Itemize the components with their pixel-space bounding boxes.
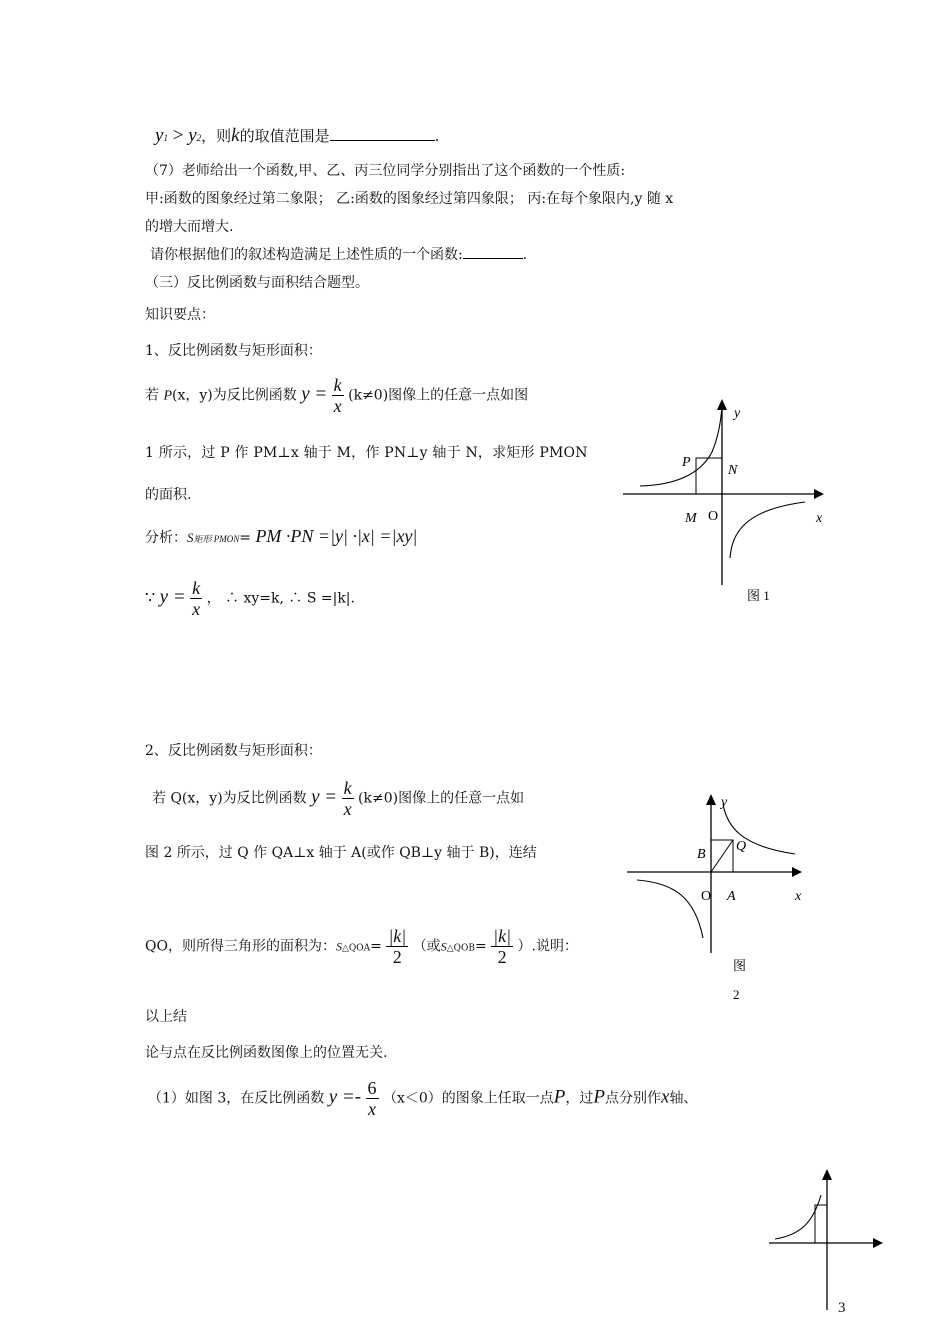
- svg-text:x: x: [795, 889, 802, 904]
- k-over-x-fraction: $\frac{k}{x}$: [333, 375, 342, 416]
- range-question-line: y1 > y2，则k的取值范围是 .: [155, 125, 440, 146]
- figure-1-caption: 图 1: [747, 588, 770, 603]
- y1-symbol: y: [155, 125, 164, 146]
- part1-line2: 1 所示，过 P 作 PM⊥x 轴于 M，作 PN⊥y 轴于 N，求矩形 PMON: [145, 445, 588, 461]
- part2-line2: 图 2 所示，过 Q 作 QA⊥x 轴于 A(或作 QB⊥y 轴于 B)，连结: [145, 845, 537, 861]
- svg-text:y: y: [734, 406, 741, 421]
- svg-text:N: N: [728, 463, 738, 478]
- page-number: 3: [838, 1300, 846, 1316]
- svg-text:B: B: [697, 847, 706, 862]
- section-three-title: （三）反比例函数与面积结合题型。: [145, 275, 369, 291]
- abs-k-over-2-fraction-b: $\frac{|k|}{2}$: [493, 926, 512, 967]
- six-over-x-fraction: $\frac{6}{x}$: [367, 1078, 377, 1119]
- svg-text:O: O: [708, 509, 719, 524]
- x-axis-arrow-icon: [792, 867, 802, 877]
- svg-text:y: y: [721, 795, 728, 810]
- q7-line4: 请你根据他们的叙述构造满足上述性质的一个函数: .: [150, 247, 528, 263]
- answer-blank[interactable]: [330, 140, 435, 141]
- function-answer-blank[interactable]: [463, 258, 523, 259]
- part2-line4: 以上结: [145, 1009, 187, 1025]
- y2-symbol: y: [188, 125, 197, 146]
- q7-line1: （7）老师给出一个函数,甲、乙、丙三位同学分别指出了这个函数的一个性质:: [145, 163, 626, 179]
- part2-line3: QO，则所得三角形的面积为：S△QOA= $\frac{|k|}{2}$ （或S△QOB= $\frac{|k|}{2}$ ）.说明：: [145, 926, 578, 967]
- figure-3: [765, 1165, 895, 1315]
- part1-line3: 的面积.: [145, 487, 192, 503]
- part2-line1: 若 Q(x，y)为反比例函数 y = $\frac{k}{x}$ (k≠0)图像上的任意一点如: [152, 778, 525, 819]
- hyperbola-branch-upper: [723, 804, 795, 854]
- analysis-line: 分析：S矩形 PMON= PM ·PN =|y| ·|x| =|xy|: [145, 526, 418, 546]
- svg-text:A: A: [727, 889, 736, 904]
- knowledge-points-label: 知识要点：: [145, 307, 215, 323]
- part1-heading: 1、反比例函数与矩形面积：: [145, 343, 322, 359]
- abs-k-over-2-fraction: $\frac{|k|}{2}$: [388, 926, 407, 967]
- q7-line3: 的增大而增大.: [145, 219, 234, 235]
- part2-k-over-x-fraction: $\frac{k}{x}$: [343, 778, 352, 819]
- x-axis-arrow-icon: [873, 1238, 883, 1248]
- svg-text:x: x: [816, 511, 823, 526]
- rectangle: [815, 1205, 827, 1243]
- figure-1: [620, 390, 840, 610]
- svg-text:2: 2: [733, 987, 740, 1002]
- figure-2-caption: 图: [733, 958, 747, 973]
- segment-qo: [711, 840, 733, 872]
- area-formula: PM ·PN =|y| ·|x| =|xy|: [255, 526, 418, 546]
- y-axis-arrow-icon: [822, 1169, 832, 1180]
- since-fraction: $\frac{k}{x}$: [192, 578, 201, 619]
- question-1-line: （1）如图 3，在反比例函数 y =- $\frac{6}{x}$ （x＜0）的图象上任取一点P，过P点分别作x轴、: [148, 1078, 698, 1119]
- part2-heading: 2、反比例函数与矩形面积：: [145, 743, 322, 759]
- since-line: ∵ y = $\frac{k}{x}$ ， ∴ xy=k, ∴ S =|k|.: [145, 578, 355, 619]
- figure-2: [625, 788, 845, 1018]
- svg-text:M: M: [685, 511, 697, 526]
- svg-text:O: O: [701, 889, 712, 904]
- hyperbola-branch-upper: [640, 406, 722, 486]
- x-axis-arrow-icon: [814, 489, 824, 499]
- y-axis-arrow-icon: [706, 794, 716, 805]
- part2-line5: 论与点在反比例函数图像上的位置无关.: [145, 1045, 388, 1061]
- part1-line1: 若 P(x，y)为反比例函数 y = $\frac{k}{x}$ (k≠0)图像上的任意一点如图: [145, 375, 529, 416]
- svg-text:Q: Q: [736, 839, 747, 854]
- q7-line2: 甲:函数的图象经过第二象限； 乙:函数的图象经过第四象限； 丙:在每个象限内,y 随 x: [145, 191, 674, 207]
- rectangle-pmon: [696, 458, 722, 494]
- hyperbola-branch: [775, 1195, 821, 1239]
- hyperbola-branch-lower: [730, 502, 805, 558]
- hyperbola-branch-lower: [637, 880, 703, 938]
- svg-text:P: P: [682, 455, 691, 470]
